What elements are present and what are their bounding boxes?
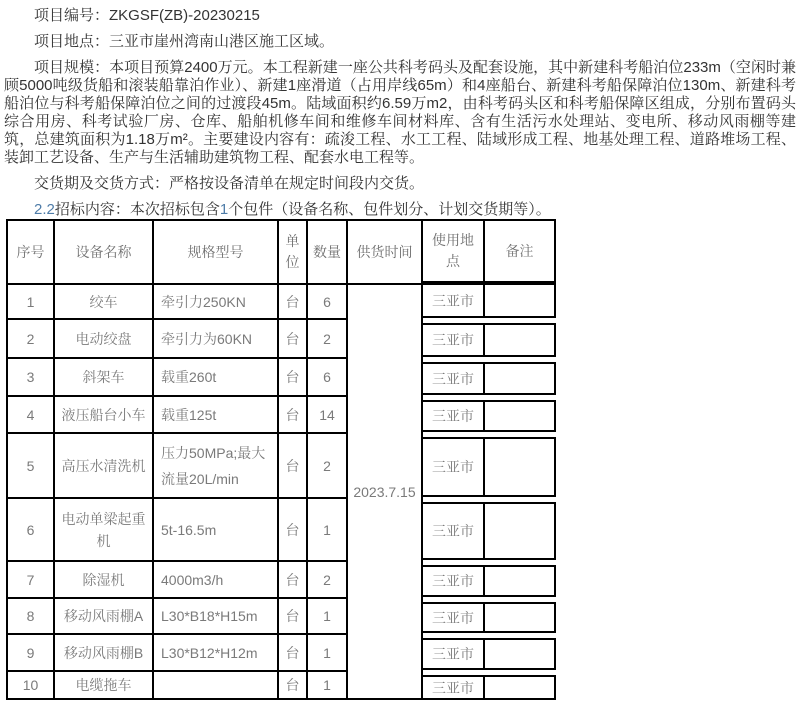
cell-name: 移动风雨棚A (53, 597, 152, 633)
cell-unit: 台 (277, 633, 306, 670)
cell-unit: 台 (277, 283, 306, 318)
cell-location: 三亚市 (423, 437, 485, 497)
cell-remark (485, 602, 556, 633)
tender-content-line (4, 201, 796, 219)
cell-spec (152, 670, 277, 700)
cell-location: 三亚市 (423, 283, 485, 318)
cell-unit: 台 (277, 497, 306, 560)
cell-location: 三亚市 (423, 638, 485, 670)
cell-unit: 台 (277, 597, 306, 633)
tender-section-number: 2.2 (34, 201, 55, 218)
cell-remark (485, 283, 556, 318)
cell-remark (485, 323, 556, 357)
package-count: 1 (219, 201, 229, 218)
cell-seq: 9 (6, 633, 53, 670)
supply-time-cell: 2023.7.15 (346, 283, 423, 700)
cell-seq: 10 (6, 670, 53, 700)
cell-remark (485, 675, 556, 700)
header-cell-qty: 数量 (306, 219, 346, 283)
cell-qty: 14 (306, 395, 346, 432)
cell-location: 三亚市 (423, 400, 485, 432)
table-row (6, 357, 556, 395)
cell-seq: 8 (6, 597, 53, 633)
header-cell-supply: 供货时间 (346, 219, 423, 283)
cell-seq: 2 (6, 318, 53, 357)
project-number-line: 项目编号：ZKGSF(ZB)-20230215 (34, 7, 260, 24)
table-row (6, 597, 556, 633)
cell-spec: 载重125t (152, 395, 277, 432)
cell-unit: 台 (277, 395, 306, 432)
project-scale-paragraph: 项目规模：本项目预算2400万元。本工程新建一座公共科考码头及配套设施，其中新建科考船泊位233m（空闲时兼顾5000吨级货船和滚装船靠泊作业）、新建1座滑道（占用岸线65m）和4座船台、新建科考船保障泊位130m、新建科考船泊位与科考船保障泊位之间的过渡段45m。陆域面积约6.59万m2，由科考码头区和科考船保障区组成，分别布置码头综合用房、科考试验厂房、仓库、船舶机修车间和维修车间材料库、含有生活污水处理站、变电所、移动风雨棚等建筑，总建筑面积为1.18万m²。主要建设内容有：疏浚工程、水工工程、陆域形成工程、地基处理工程、道路堆场工程、装卸工艺设备、生产与生活辅助建筑物工程、配套水电工程等。 (4, 59, 796, 166)
cell-spec: 4000m3/h (152, 560, 277, 597)
cell-qty: 2 (306, 560, 346, 597)
table-row (6, 497, 556, 560)
cell-location: 三亚市 (423, 323, 485, 357)
cell-spec: L30*B12*H12m (152, 633, 277, 670)
cell-seq: 7 (6, 560, 53, 597)
cell-qty: 2 (306, 432, 346, 497)
header-cell-unit: 单位 (277, 219, 306, 283)
cell-location: 三亚市 (423, 675, 485, 700)
cell-qty: 1 (306, 497, 346, 560)
cell-location: 三亚市 (423, 565, 485, 597)
delivery-terms-line: 交货期及交货方式：严格按设备清单在规定时间段内交货。 (34, 175, 425, 192)
tender-content-label: 招标内容：本次招标包含 (54, 201, 220, 218)
cell-name: 高压水清洗机 (53, 432, 152, 497)
table-row (6, 318, 556, 357)
cell-name: 斜架车 (53, 357, 152, 395)
cell-remark (485, 638, 556, 670)
table-header-row (6, 219, 556, 283)
cell-spec: 牵引力为60KN (152, 318, 277, 357)
cell-qty: 1 (306, 633, 346, 670)
cell-remark (485, 502, 556, 560)
cell-name: 除湿机 (53, 560, 152, 597)
cell-name: 电缆拖车 (53, 670, 152, 700)
cell-remark (485, 362, 556, 395)
table-row (6, 633, 556, 670)
table-row (6, 432, 556, 497)
cell-spec: 载重260t (152, 357, 277, 395)
cell-unit: 台 (277, 357, 306, 395)
table-row (6, 560, 556, 597)
cell-seq: 6 (6, 497, 53, 560)
cell-location: 三亚市 (423, 602, 485, 633)
cell-qty: 6 (306, 357, 346, 395)
cell-name: 液压船台小车 (53, 395, 152, 432)
cell-qty: 1 (306, 670, 346, 700)
table-body (6, 283, 556, 700)
cell-spec: 牵引力250KN (152, 283, 277, 318)
cell-qty: 1 (306, 597, 346, 633)
header-cell-spec: 规格型号 (152, 219, 277, 283)
cell-name: 移动风雨棚B (53, 633, 152, 670)
cell-unit: 台 (277, 318, 306, 357)
cell-unit: 台 (277, 670, 306, 700)
cell-name: 电动单梁起重机 (53, 497, 152, 560)
header-cell-remark: 备注 (485, 219, 556, 283)
cell-spec: L30*B18*H15m (152, 597, 277, 633)
table-row (6, 395, 556, 432)
cell-seq: 1 (6, 283, 53, 318)
cell-name: 电动绞盘 (53, 318, 152, 357)
cell-qty: 6 (306, 283, 346, 318)
table-row (6, 283, 556, 318)
cell-location: 三亚市 (423, 502, 485, 560)
equipment-table (6, 219, 556, 700)
cell-seq: 5 (6, 432, 53, 497)
cell-spec: 5t-16.5m (152, 497, 277, 560)
header-cell-location: 使用地点 (423, 219, 485, 283)
cell-unit: 台 (277, 560, 306, 597)
header-cell-seq: 序号 (6, 219, 53, 283)
cell-remark (485, 565, 556, 597)
header-cell-name: 设备名称 (53, 219, 152, 283)
cell-remark (485, 437, 556, 497)
tender-content-rest: 个包件（设备名称、包件划分、计划交货期等）。 (228, 201, 551, 218)
cell-unit: 台 (277, 432, 306, 497)
table-row (6, 670, 556, 700)
cell-spec: 压力50MPa;最大流量20L/min (152, 432, 277, 497)
cell-remark (485, 400, 556, 432)
cell-location: 三亚市 (423, 362, 485, 395)
cell-seq: 4 (6, 395, 53, 432)
cell-qty: 2 (306, 318, 346, 357)
cell-seq: 3 (6, 357, 53, 395)
project-location-line: 项目地点：三亚市崖州湾南山港区施工区域。 (34, 33, 335, 50)
cell-name: 绞车 (53, 283, 152, 318)
